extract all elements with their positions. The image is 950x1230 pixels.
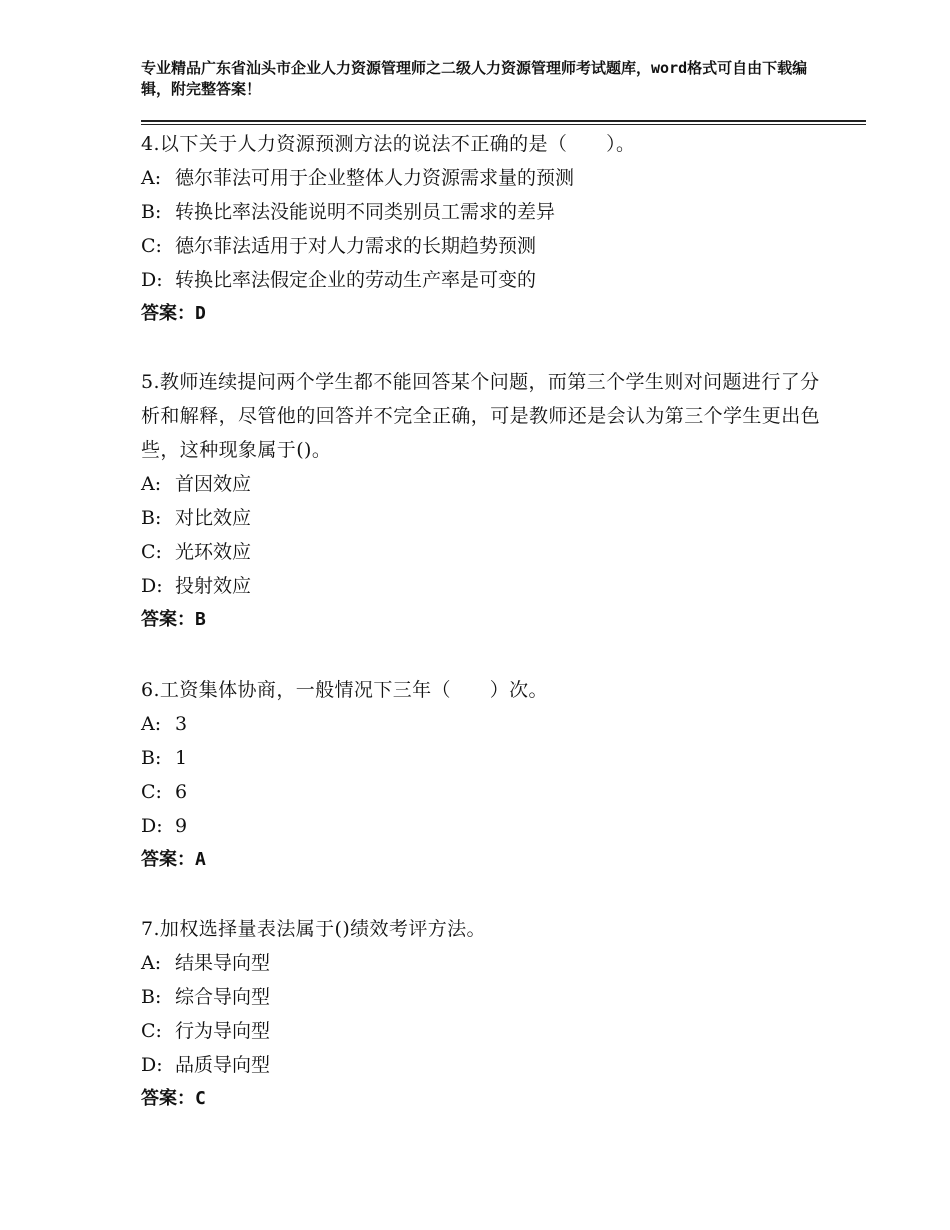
option-b [141, 195, 821, 229]
header-rule-thick [141, 120, 866, 122]
question-7 [141, 912, 821, 1116]
option-b [141, 741, 821, 775]
option-text: 品质导向型 [175, 1054, 271, 1076]
option-letter: A: [141, 713, 162, 735]
option-letter: B: [141, 507, 162, 529]
option-d [141, 1048, 821, 1082]
page-header-title: 专业精品广东省汕头市企业人力资源管理师之二级人力资源管理师考试题库，word格式可自由下载编辑，附完整答案！ [141, 59, 808, 98]
option-letter: C: [141, 235, 162, 257]
option-letter: B: [141, 747, 162, 769]
option-b [141, 980, 821, 1014]
option-a [141, 707, 821, 741]
option-c [141, 1014, 821, 1048]
option-text: 3 [175, 713, 188, 735]
option-text: 结果导向型 [175, 952, 271, 974]
option-letter: A: [141, 473, 162, 495]
option-text: 德尔菲法可用于企业整体人力资源需求量的预测 [175, 167, 575, 189]
option-letter: A: [141, 167, 162, 189]
question-5 [141, 365, 821, 637]
answer-label: 答案：B [141, 609, 206, 630]
option-d [141, 569, 821, 603]
option-text: 9 [175, 815, 188, 837]
option-letter: D: [141, 815, 163, 837]
option-d [141, 263, 821, 297]
option-letter: D: [141, 269, 163, 291]
option-letter: C: [141, 1020, 162, 1042]
option-c [141, 775, 821, 809]
answer-label: 答案：D [141, 303, 206, 324]
question-stem: 5.教师连续提问两个学生都不能回答某个问题，而第三个学生则对问题进行了分析和解释，尽管他的回答并不完全正确，可是教师还是会认为第三个学生更出色些，这种现象属于()。 [141, 371, 821, 461]
option-b [141, 501, 821, 535]
option-text: 首因效应 [175, 473, 252, 495]
question-6 [141, 673, 821, 877]
option-c [141, 535, 821, 569]
question-stem: 4.以下关于人力资源预测方法的说法不正确的是（ ）。 [141, 133, 636, 155]
option-c [141, 229, 821, 263]
option-text: 对比效应 [175, 507, 252, 529]
option-text: 德尔菲法适用于对人力需求的长期趋势预测 [175, 235, 537, 257]
option-letter: D: [141, 1054, 163, 1076]
option-text: 转换比率法没能说明不同类别员工需求的差异 [175, 201, 556, 223]
answer-label: 答案：C [141, 1088, 206, 1109]
option-letter: D: [141, 575, 163, 597]
header-rule-thin [141, 124, 866, 125]
question-stem: 7.加权选择量表法属于()绩效考评方法。 [141, 918, 486, 940]
option-letter: B: [141, 986, 162, 1008]
question-4 [141, 127, 821, 331]
option-letter: A: [141, 952, 162, 974]
option-a [141, 467, 821, 501]
option-text: 6 [175, 781, 188, 803]
option-letter: C: [141, 781, 162, 803]
option-a [141, 946, 821, 980]
option-text: 综合导向型 [175, 986, 271, 1008]
option-text: 1 [175, 747, 188, 769]
option-letter: B: [141, 201, 162, 223]
option-letter: C: [141, 541, 162, 563]
option-d [141, 809, 821, 843]
answer-label: 答案：A [141, 849, 206, 870]
option-text: 行为导向型 [175, 1020, 271, 1042]
option-text: 投射效应 [175, 575, 252, 597]
option-text: 光环效应 [175, 541, 252, 563]
question-stem: 6.工资集体协商，一般情况下三年（ ）次。 [141, 679, 548, 701]
option-a [141, 161, 821, 195]
option-text: 转换比率法假定企业的劳动生产率是可变的 [175, 269, 537, 291]
